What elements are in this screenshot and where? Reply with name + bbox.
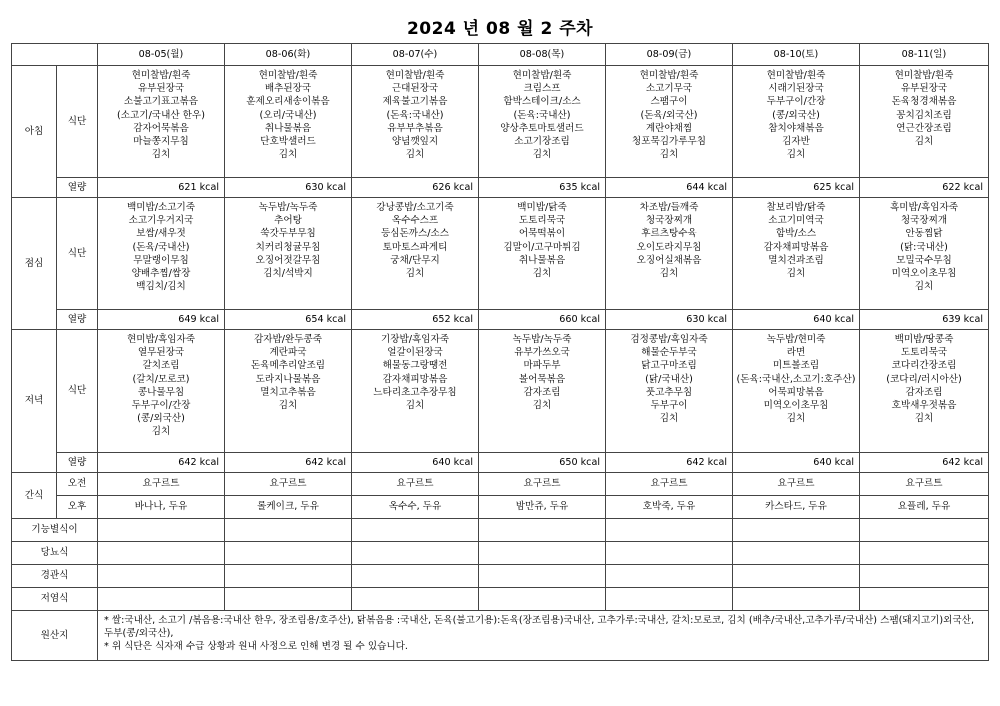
origin-line: * 위 식단은 식자재 수급 상황과 원내 사정으로 인해 변경 될 수 있습니다. — [104, 641, 408, 652]
snack-pm-cell: 밤만쥬, 두유 — [479, 496, 606, 519]
menu-cell — [225, 66, 352, 178]
menu-item: 꽁치김치조림 — [896, 109, 952, 121]
menu-item: 백미밥/소고기죽 — [126, 202, 196, 213]
meal-label-dinner: 저녁 — [12, 330, 57, 473]
menu-item: 백미밥/땅콩죽 — [894, 334, 954, 345]
menu-item: 호박새우젓볶음 — [891, 400, 957, 412]
menu-item: 감자조림 — [905, 386, 943, 398]
calories-cell: 640 kcal — [733, 453, 860, 473]
menu-item: 돈육메추리알조림 — [250, 360, 326, 372]
menu-item: 함박/소스 — [775, 228, 817, 240]
table-row — [12, 198, 989, 310]
empty-diet-cell — [860, 588, 989, 611]
calories-cell: 642 kcal — [98, 453, 225, 473]
menu-item: 유부된장국 — [137, 83, 185, 95]
menu-item: 오징어실채볶음 — [636, 254, 702, 266]
menu-item: 김치 — [278, 149, 298, 161]
empty-diet-cell — [479, 542, 606, 565]
menu-item: 토마토스파게티 — [382, 241, 448, 253]
menu-item: (갈치/모로코) — [132, 373, 190, 385]
table-row — [12, 310, 989, 330]
table-row — [12, 565, 989, 588]
menu-item: 연근간장조림 — [896, 122, 952, 134]
empty-diet-cell — [225, 542, 352, 565]
weekly-meal-table — [11, 43, 989, 661]
empty-diet-cell — [479, 519, 606, 542]
snack-label: 간식 — [12, 473, 57, 519]
menu-item: 현미찰밥/흰죽 — [385, 70, 445, 81]
menu-item: 김치 — [786, 268, 806, 280]
empty-diet-cell — [733, 565, 860, 588]
table-row — [12, 611, 989, 661]
menu-item: 멸치고추볶음 — [260, 386, 316, 398]
origin-info — [98, 611, 989, 661]
menu-item: 청국장찌개 — [900, 215, 948, 227]
menu-item: 김말이/고구마튀김 — [503, 241, 581, 253]
table-row — [12, 496, 989, 519]
menu-item: 김치 — [151, 426, 171, 438]
menu-item: 미트볼조림 — [772, 360, 820, 372]
menu-item: 백김치/김치 — [136, 281, 186, 293]
calories-cell: 642 kcal — [225, 453, 352, 473]
menu-item: 김치 — [532, 268, 552, 280]
menu-label: 식단 — [57, 198, 98, 310]
menu-cell — [606, 66, 733, 178]
menu-item: 녹두밥/녹두죽 — [258, 202, 318, 213]
calories-cell: 660 kcal — [479, 310, 606, 330]
menu-item: 김치 — [405, 149, 425, 161]
menu-item: 김치 — [914, 281, 934, 293]
menu-item: 감자채피망볶음 — [382, 373, 448, 385]
empty-diet-cell — [98, 588, 225, 611]
menu-item: 쑥갓두부무침 — [260, 228, 316, 240]
menu-item: (콩/외국산) — [772, 109, 820, 121]
page-title: 2024 년 08 월 2 주차 — [406, 19, 594, 39]
menu-item: 마파두부 — [523, 360, 561, 372]
menu-item: 배추된장국 — [264, 83, 312, 95]
menu-item: 해물동그랑땡전 — [382, 360, 448, 372]
menu-cell — [606, 330, 733, 453]
menu-item: 도토리묵국 — [518, 215, 566, 227]
menu-item: 김치/석박지 — [263, 268, 313, 280]
menu-item: 현미찰밥/흰죽 — [766, 70, 826, 81]
menu-item: 돈육청경채볶음 — [891, 96, 957, 108]
table-row — [12, 178, 989, 198]
menu-item: 현미찰밥/흰죽 — [131, 70, 191, 81]
menu-item: 추어탕 — [274, 215, 302, 227]
menu-item: 기장밥/흑임자죽 — [380, 334, 450, 345]
calories-cell: 622 kcal — [860, 178, 989, 198]
menu-item: 마늘쫑지무침 — [133, 136, 189, 148]
empty-diet-cell — [733, 588, 860, 611]
menu-item: 현미찰밥/흰죽 — [894, 70, 954, 81]
table-row — [12, 330, 989, 453]
snack-pm-cell: 카스타드, 두유 — [733, 496, 860, 519]
menu-item: 오이도라지무침 — [636, 241, 702, 253]
empty-diet-cell — [606, 588, 733, 611]
menu-item: 소고기무국 — [645, 83, 693, 95]
menu-item: 김치 — [405, 400, 425, 412]
menu-item: 김치 — [914, 413, 934, 425]
empty-diet-cell — [733, 542, 860, 565]
menu-cell — [733, 198, 860, 310]
menu-item: 궁채/단무지 — [390, 254, 440, 266]
menu-item: 스팸구이 — [650, 96, 688, 108]
menu-item: 김치 — [786, 413, 806, 425]
calories-cell: 649 kcal — [98, 310, 225, 330]
menu-item: 도토리묵국 — [900, 347, 948, 359]
menu-item: 양배추찜/쌈장 — [131, 268, 191, 280]
calories-cell: 630 kcal — [225, 178, 352, 198]
calories-cell: 644 kcal — [606, 178, 733, 198]
empty-diet-cell — [98, 542, 225, 565]
menu-item: (닭:국내산) — [900, 241, 948, 253]
menu-item: 두부구이/간장 — [766, 96, 826, 108]
menu-item: 단호박샐러드 — [260, 136, 316, 148]
menu-item: 소고기우거지국 — [128, 215, 194, 227]
menu-item: 시래기된장국 — [768, 83, 824, 95]
table-row — [12, 66, 989, 178]
menu-item: 검정콩밥/흑임자죽 — [630, 334, 708, 345]
menu-item: 두부구이/간장 — [131, 400, 191, 412]
menu-item: 감자어묵볶음 — [133, 122, 189, 134]
meal-label-breakfast: 아침 — [12, 66, 57, 198]
empty-diet-cell — [479, 588, 606, 611]
empty-diet-cell — [479, 565, 606, 588]
menu-item: 김자반 — [782, 136, 810, 148]
menu-item: (돈육:국내산) — [513, 109, 571, 121]
menu-item: 김치 — [532, 400, 552, 412]
menu-item: 취나물볶음 — [518, 254, 566, 266]
calories-cell: 625 kcal — [733, 178, 860, 198]
empty-diet-cell — [352, 519, 479, 542]
calories-cell: 654 kcal — [225, 310, 352, 330]
menu-item: 유부된장국 — [900, 83, 948, 95]
menu-cell — [352, 198, 479, 310]
menu-item: (오리/국내산) — [259, 109, 317, 121]
menu-item: 두부구이 — [650, 400, 688, 412]
menu-item: 유부부추볶음 — [387, 122, 443, 134]
menu-cell — [733, 330, 860, 453]
empty-diet-cell — [860, 519, 989, 542]
menu-cell — [225, 330, 352, 453]
menu-item: 김치 — [914, 136, 934, 148]
menu-item: 보쌈/새우젓 — [136, 228, 186, 240]
snack-am-cell: 요구르트 — [225, 473, 352, 496]
menu-item: 함박스테이크/소스 — [503, 96, 581, 108]
snack-am-cell: 요구르트 — [606, 473, 733, 496]
calories-label: 열량 — [57, 453, 98, 473]
menu-item: 소고기장조림 — [514, 136, 570, 148]
empty-diet-cell — [733, 519, 860, 542]
menu-item: (닭/국내산) — [645, 373, 693, 385]
snack-pm-cell: 바나나, 두유 — [98, 496, 225, 519]
date-header: 08-07(수) — [352, 44, 479, 66]
menu-item: 김치 — [659, 413, 679, 425]
menu-item: 김치 — [659, 149, 679, 161]
calories-cell: 642 kcal — [860, 453, 989, 473]
menu-item: 참치야채볶음 — [768, 122, 824, 134]
menu-item: 김치 — [786, 149, 806, 161]
menu-item: 등심돈까스/소스 — [380, 228, 450, 240]
menu-cell — [98, 66, 225, 178]
snack-pm-label: 오후 — [57, 496, 98, 519]
menu-item: 청국장찌개 — [645, 215, 693, 227]
menu-item: (콩/외국산) — [137, 413, 185, 425]
menu-item: 제육불고기볶음 — [382, 96, 448, 108]
menu-item: 옥수수스프 — [391, 215, 439, 227]
menu-item: 풋고추무침 — [645, 386, 693, 398]
menu-item: 유부가쓰오국 — [514, 347, 570, 359]
menu-item: 찰보리밥/닭죽 — [766, 202, 826, 213]
menu-item: 계란야채찜 — [645, 122, 693, 134]
low-salt-diet-label: 저염식 — [12, 588, 98, 611]
menu-item: 현미밥/흑임자죽 — [126, 334, 196, 345]
menu-item: 녹두밥/현미죽 — [766, 334, 826, 345]
menu-cell — [98, 330, 225, 453]
snack-am-cell: 요구르트 — [860, 473, 989, 496]
menu-cell — [479, 330, 606, 453]
calories-label: 열량 — [57, 310, 98, 330]
date-header: 08-09(금) — [606, 44, 733, 66]
menu-item: (코다리/러시아산) — [886, 373, 962, 385]
empty-diet-cell — [352, 542, 479, 565]
empty-diet-cell — [98, 519, 225, 542]
empty-diet-cell — [225, 565, 352, 588]
meal-label-lunch: 점심 — [12, 198, 57, 330]
menu-cell — [860, 198, 989, 310]
menu-item: 멸치견과조림 — [768, 254, 824, 266]
menu-item: 김치 — [151, 149, 171, 161]
menu-item: 흑미밥/흑임자죽 — [889, 202, 959, 213]
menu-item: 강낭콩밥/소고기죽 — [376, 202, 454, 213]
menu-item: 어묵피망볶음 — [768, 386, 824, 398]
calories-cell: 639 kcal — [860, 310, 989, 330]
tube-feeding-label: 경관식 — [12, 565, 98, 588]
table-row — [12, 453, 989, 473]
menu-cell — [860, 330, 989, 453]
calories-cell: 642 kcal — [606, 453, 733, 473]
menu-item: 차조밥/들깨죽 — [639, 202, 699, 213]
empty-diet-cell — [606, 519, 733, 542]
date-header: 08-11(일) — [860, 44, 989, 66]
menu-item: 취나물볶음 — [264, 122, 312, 134]
menu-item: 감자밥/완두콩죽 — [253, 334, 323, 345]
menu-item: 현미찰밥/흰죽 — [258, 70, 318, 81]
menu-cell — [225, 198, 352, 310]
snack-am-cell: 요구르트 — [98, 473, 225, 496]
menu-item: 현미찰밥/흰죽 — [639, 70, 699, 81]
table-row — [12, 44, 989, 66]
date-header: 08-06(화) — [225, 44, 352, 66]
snack-am-label: 오전 — [57, 473, 98, 496]
menu-item: 얼갈이된장국 — [387, 347, 443, 359]
table-row — [12, 542, 989, 565]
table-row — [12, 473, 989, 496]
table-row — [12, 519, 989, 542]
calories-cell: 640 kcal — [352, 453, 479, 473]
menu-item: 해물순두부국 — [641, 347, 697, 359]
menu-item: 김치 — [532, 149, 552, 161]
snack-am-cell: 요구르트 — [479, 473, 606, 496]
header-corner — [12, 44, 98, 66]
menu-item: 크림스프 — [523, 83, 561, 95]
menu-label: 식단 — [57, 330, 98, 453]
menu-item: 김치 — [278, 400, 298, 412]
menu-item: 무말랭이무침 — [133, 254, 189, 266]
empty-diet-cell — [225, 588, 352, 611]
date-header: 08-08(목) — [479, 44, 606, 66]
menu-item: 안동찜닭 — [905, 228, 943, 240]
empty-diet-cell — [98, 565, 225, 588]
menu-cell — [352, 330, 479, 453]
snack-pm-cell: 옥수수, 두유 — [352, 496, 479, 519]
date-header: 08-10(토) — [733, 44, 860, 66]
menu-item: 오징어젓갈무침 — [255, 254, 321, 266]
menu-item: 소불고기표고볶음 — [123, 96, 199, 108]
functional-diet-label: 기능별식이 — [12, 519, 98, 542]
menu-item: 모밀국수무침 — [896, 254, 952, 266]
calories-cell: 650 kcal — [479, 453, 606, 473]
diabetic-diet-label: 당뇨식 — [12, 542, 98, 565]
calories-cell: 630 kcal — [606, 310, 733, 330]
menu-item: 청포묵김가루무침 — [631, 136, 707, 148]
menu-item: 미역오이초무침 — [763, 400, 829, 412]
empty-diet-cell — [606, 565, 733, 588]
menu-item: 근대된장국 — [391, 83, 439, 95]
calories-label: 열량 — [57, 178, 98, 198]
empty-diet-cell — [225, 519, 352, 542]
menu-item: 현미찰밥/흰죽 — [512, 70, 572, 81]
menu-item: 후르츠탕수육 — [641, 228, 697, 240]
menu-cell — [98, 198, 225, 310]
menu-cell — [606, 198, 733, 310]
menu-label: 식단 — [57, 66, 98, 178]
menu-item: (돈육/국내산) — [132, 241, 190, 253]
empty-diet-cell — [606, 542, 733, 565]
menu-item: 치커리청귤무침 — [255, 241, 321, 253]
empty-diet-cell — [352, 588, 479, 611]
menu-cell — [860, 66, 989, 178]
snack-pm-cell: 요플레, 두유 — [860, 496, 989, 519]
menu-item: 훈제오리새송이볶음 — [246, 96, 330, 108]
origin-line: * 쌀:국내산, 소고기 /볶음용:국내산 한우, 장조림용/호주산), 닭볶음용 :국내산, 돈육(불고기용):돈육(장조림용)국내산, 고추가루:국내산, 갈치:모로코, 김치 (배추/국내산,고추가루/국내산) 스팸(돼지고기)외국산, 두부(콩/외국산), — [104, 615, 975, 639]
menu-cell — [352, 66, 479, 178]
menu-item: 어묵떡볶이 — [518, 228, 566, 240]
menu-item: 양념깻잎지 — [391, 136, 439, 148]
menu-cell — [479, 66, 606, 178]
date-header: 08-05(월) — [98, 44, 225, 66]
snack-am-cell: 요구르트 — [733, 473, 860, 496]
calories-cell: 652 kcal — [352, 310, 479, 330]
menu-item: (돈육/외국산) — [640, 109, 698, 121]
menu-item: 소고기미역국 — [768, 215, 824, 227]
menu-item: 김치 — [405, 268, 425, 280]
menu-item: (돈육:국내산) — [386, 109, 444, 121]
empty-diet-cell — [352, 565, 479, 588]
menu-item: 감자채피망볶음 — [763, 241, 829, 253]
menu-item: (소고기/국내산 한우) — [117, 109, 205, 121]
menu-item: 계란파국 — [269, 347, 307, 359]
menu-item: 김치 — [659, 268, 679, 280]
menu-item: 녹두밥/녹두죽 — [512, 334, 572, 345]
menu-cell — [479, 198, 606, 310]
menu-item: 라면 — [786, 347, 806, 359]
menu-item: 감자조림 — [523, 386, 561, 398]
menu-item: 열무된장국 — [137, 347, 185, 359]
menu-item: 닭고구마조림 — [641, 360, 697, 372]
calories-cell: 640 kcal — [733, 310, 860, 330]
menu-item: 양상추토마토샐러드 — [500, 122, 584, 134]
calories-cell: 635 kcal — [479, 178, 606, 198]
menu-item: 볼어묵볶음 — [518, 373, 566, 385]
origin-label: 원산지 — [12, 611, 98, 661]
snack-am-cell: 요구르트 — [352, 473, 479, 496]
snack-pm-cell: 롤케이크, 두유 — [225, 496, 352, 519]
menu-item: 갈치조림 — [142, 360, 180, 372]
menu-item: 콩나물무침 — [137, 386, 185, 398]
menu-item: (돈육:국내산,소고기:호주산) — [736, 373, 856, 385]
menu-cell — [733, 66, 860, 178]
menu-item: 미역오이초무침 — [891, 268, 957, 280]
snack-pm-cell: 호박죽, 두유 — [606, 496, 733, 519]
menu-item: 도라지나물볶음 — [255, 373, 321, 385]
table-row — [12, 588, 989, 611]
empty-diet-cell — [860, 565, 989, 588]
empty-diet-cell — [860, 542, 989, 565]
menu-item: 코다리간장조림 — [891, 360, 957, 372]
menu-item: 느타리초고추장무침 — [373, 386, 457, 398]
menu-item: 백미밥/닭죽 — [517, 202, 567, 213]
calories-cell: 626 kcal — [352, 178, 479, 198]
calories-cell: 621 kcal — [98, 178, 225, 198]
